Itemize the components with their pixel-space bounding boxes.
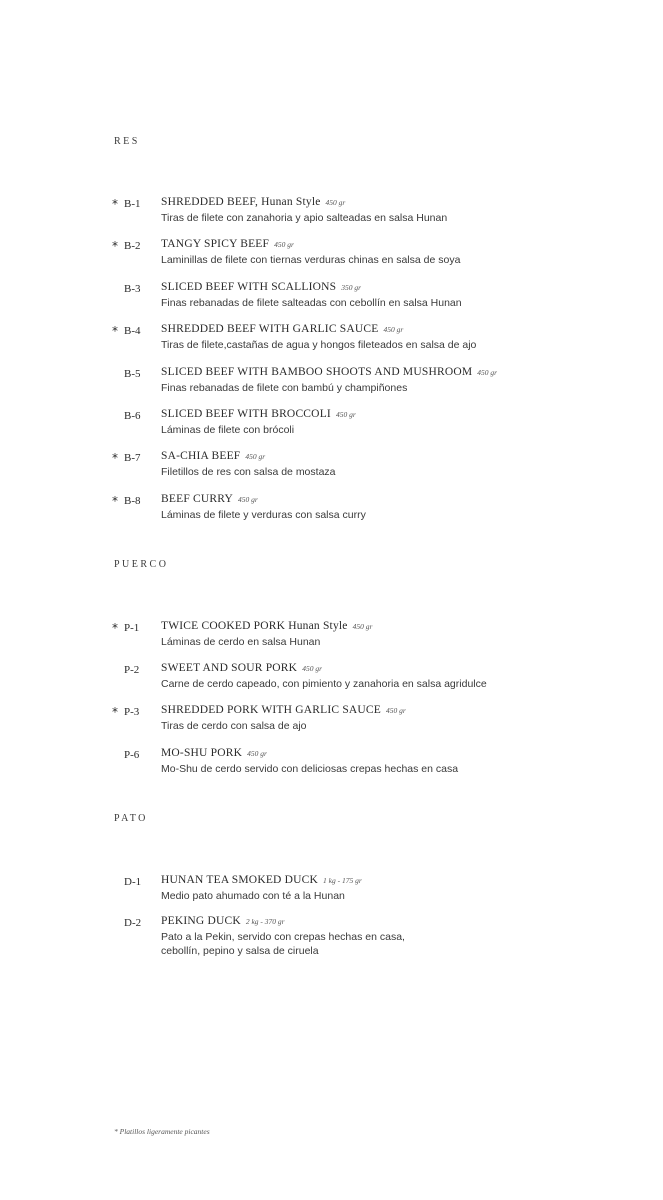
section-title-pato: PATO (114, 813, 148, 824)
item-weight: 450 gr (245, 452, 266, 461)
item-code: B-1 (124, 198, 141, 210)
item-description: Láminas de filete y verduras con salsa curry (161, 509, 366, 521)
item-code: P-1 (124, 622, 140, 634)
item-code: B-7 (124, 452, 141, 464)
item-weight: 450 gr (477, 368, 498, 377)
section-title-res: RES (114, 136, 140, 147)
item-code: B-3 (124, 283, 141, 295)
spicy-star-icon: * (112, 324, 118, 338)
item-description: Medio pato ahumado con té a la Hunan (161, 890, 345, 902)
item-weight: 450 gr (247, 749, 267, 758)
item-description-line-2: cebollín, pepino y salsa de ciruela (161, 945, 319, 957)
item-name: SLICED BEEF WITH BROCCOLI (161, 408, 331, 420)
item-name: SHREDDED BEEF, Hunan Style (161, 196, 321, 208)
spicy-star-icon: * (112, 239, 118, 253)
item-name: SLICED BEEF WITH SCALLIONS (161, 281, 337, 293)
item-description (161, 930, 561, 958)
item-description: Tiras de filete con zanahoria y apio salteadas en salsa Hunan (161, 212, 448, 224)
item-description: Tiras de cerdo con salsa de ajo (161, 720, 307, 732)
item-name: HUNAN TEA SMOKED DUCK (161, 874, 319, 886)
item-name: TWICE COOKED PORK Hunan Style (161, 620, 348, 632)
item-code: P-6 (124, 749, 140, 761)
item-weight: 450 gr (274, 240, 294, 249)
item-weight: 350 gr (341, 283, 362, 292)
spicy-star-icon: * (112, 451, 118, 465)
item-name: TANGY SPICY BEEF (161, 238, 270, 250)
spicy-star-icon: * (112, 494, 118, 508)
spicy-star-icon: * (112, 621, 118, 635)
section-title-puerco: PUERCO (114, 559, 169, 570)
item-description: Láminas de filete con brócoli (161, 424, 295, 436)
item-weight: 450 gr (302, 664, 322, 673)
item-description: Finas rebanadas de filete salteadas con cebollín en salsa Hunan (161, 297, 462, 309)
item-name: SHREDDED BEEF WITH GARLIC SAUCE (161, 323, 379, 335)
item-weight: 450 gr (335, 410, 356, 419)
item-description-line-1: Pato a la Pekin, servido con crepas hechas en casa, (161, 931, 405, 943)
item-code: B-8 (124, 495, 141, 507)
item-name: PEKING DUCK (161, 915, 241, 927)
item-description: Filetillos de res con salsa de mostaza (161, 466, 336, 478)
item-description: Carne de cerdo capeado, con pimiento y zanahoria en salsa agridulce (161, 678, 487, 690)
spicy-star-icon: * (112, 197, 118, 211)
item-description: Mo-Shu de cerdo servido con deliciosas crepas hechas en casa (161, 763, 459, 775)
item-code: B-2 (124, 240, 141, 252)
item-description: Laminillas de filete con tiernas verduras chinas en salsa de soya (161, 254, 461, 266)
item-weight: 450 gr (325, 198, 346, 207)
item-code: P-2 (124, 664, 140, 676)
item-description: Finas rebanadas de filete con bambú y champiñones (161, 382, 408, 394)
item-code: B-6 (124, 410, 141, 422)
item-description: Láminas de cerdo en salsa Hunan (161, 636, 321, 648)
item-name: SWEET AND SOUR PORK (161, 662, 298, 674)
item-weight: 450 gr (237, 495, 258, 504)
item-weight: 450 gr (386, 706, 406, 715)
item-weight: 450 gr (352, 622, 373, 631)
item-name: MO-SHU PORK (161, 747, 243, 759)
item-weight: 450 gr (383, 325, 404, 334)
item-name: SA-CHIA BEEF (161, 450, 241, 462)
spicy-star-icon: * (112, 705, 118, 719)
item-name: SLICED BEEF WITH BAMBOO SHOOTS AND MUSHROOM (161, 366, 473, 378)
item-weight: 2 kg - 370 gr (245, 917, 285, 926)
item-name: BEEF CURRY (161, 493, 233, 505)
item-code: P-3 (124, 706, 140, 718)
item-name: SHREDDED PORK WITH GARLIC SAUCE (161, 704, 382, 716)
item-code: D-1 (124, 876, 142, 888)
item-code: D-2 (124, 917, 142, 929)
spicy-footnote: * Platillos ligeramente picantes (114, 1127, 210, 1136)
item-description: Tiras de filete,castañas de agua y hongos fileteados en salsa de ajo (161, 339, 477, 351)
item-code: B-5 (124, 368, 141, 380)
item-weight: 1 kg - 175 gr (323, 876, 362, 885)
item-code: B-4 (124, 325, 141, 337)
